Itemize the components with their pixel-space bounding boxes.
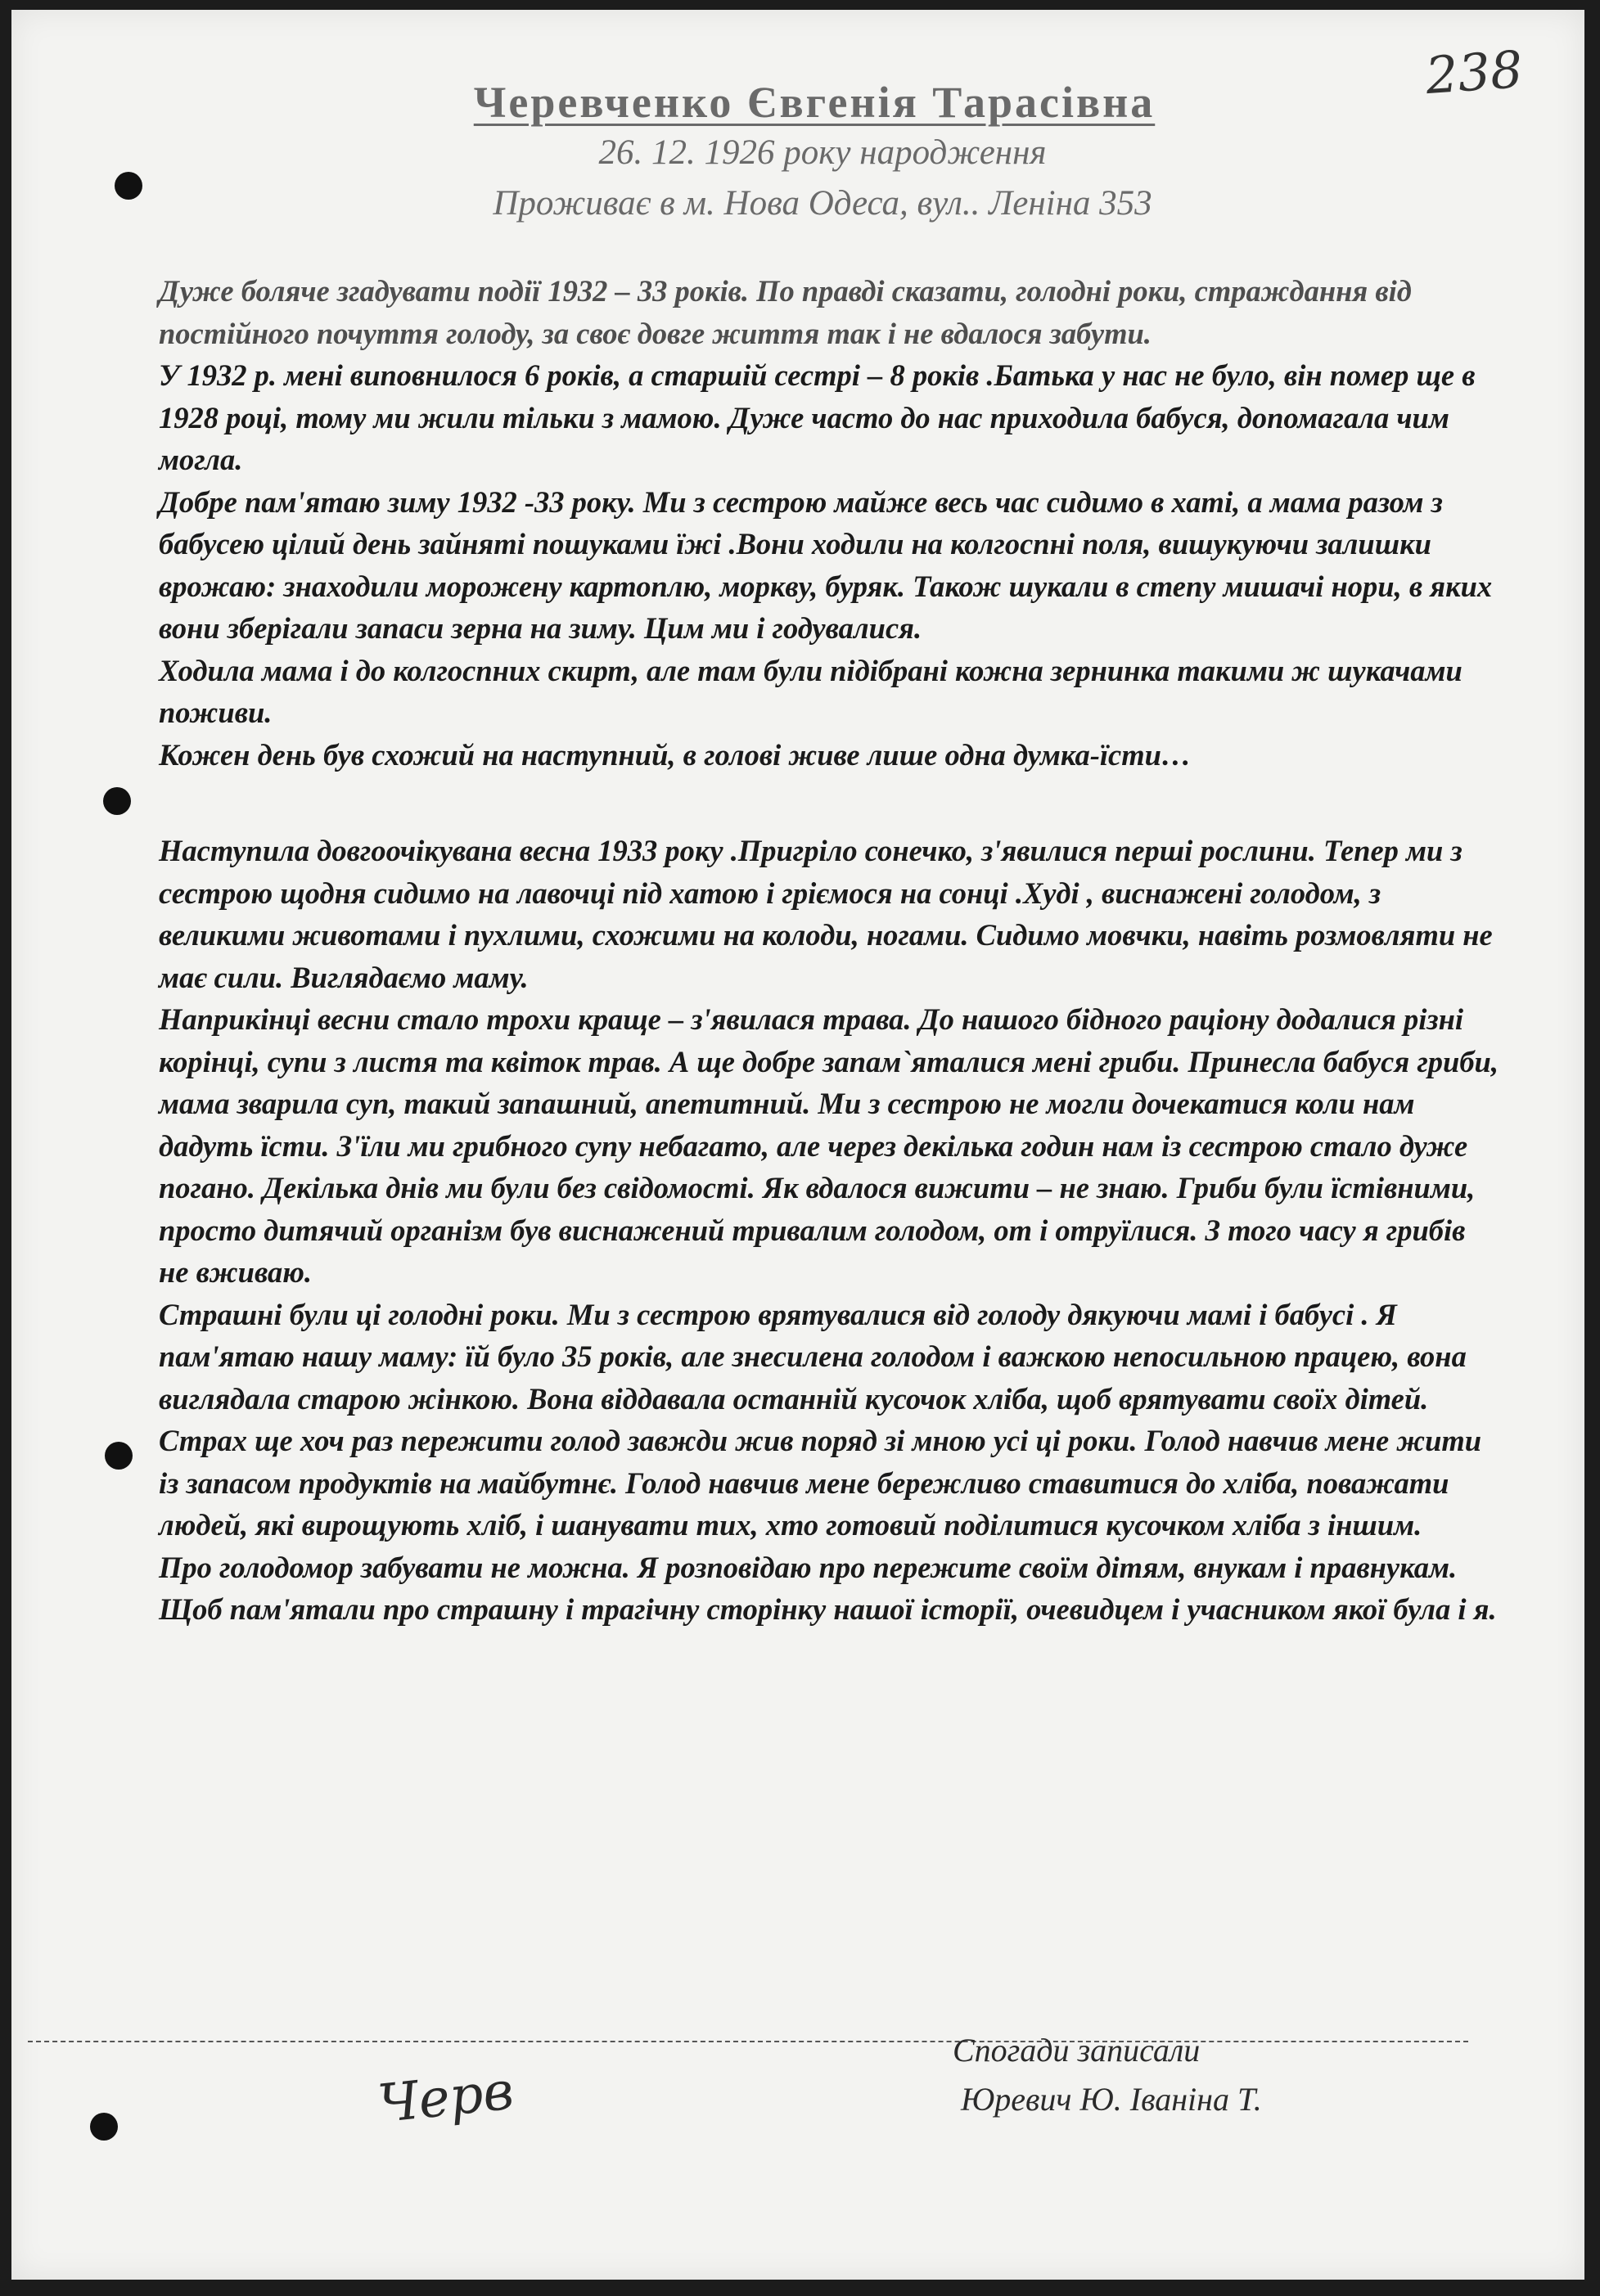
paragraph: У 1932 р. мені виповнилося 6 років, а старшій сестрі – 8 років .Батька у нас не було, він помер ще в 1928 році, тому ми жили тільки з мамою. Дуже часто до нас приходила бабуся, допомагала чим могла. [159, 358, 1476, 476]
address: Проживає в м. Нова Одеса, вул.. Леніна 353 [493, 184, 1152, 223]
page-number: 238 [1423, 38, 1525, 106]
paragraph: Про голодомор забувати не можна. Я розповідаю про пережите своїм дітям, внукам і правнукам. Щоб пам'ятали про страшну і трагічну сторінку нашої історії, очевидцем і учасником якої була і я. [159, 1550, 1497, 1626]
paragraph: Наприкінці весни стало трохи краще – з'явилася трава. До нашого бідного раціону додалися різні корінці, супи з листя та квіток трав. А ще добре запам`яталися мені гриби. Принесла бабуся гриби, мама зварила суп, такий запашний, апетитний. Ми з сестрою не могли дочекатися коли нам дадуть їсти. З'їли ми грибного супу небагато, але через декілька годин нам із сестрою стало дуже погано. Декілька днів ми були без свідомості. Як вдалося вижити – не знаю. Гриби були їстівними, просто дитячий організм був виснажений тривалим голодом, от і отруїлися. З того часу я грибів не вживаю. [159, 1002, 1499, 1289]
recorded-by [953, 2026, 1262, 2124]
birth-date: 26. 12. 1926 року народження [598, 133, 1047, 172]
paragraph: Добре пам'ятаю зиму 1932 -33 року. Ми з сестрою майже весь час сидимо в хаті, а мама разом з бабусею цілий день зайняті пошуками їжі .Вони ходили на колгоспні поля, вишукуючи залишки врожаю: знаходили морожену картоплю, моркву, буряк. Також шукали в степу мишачі нори, в яких вони зберігали запаси зерна на зиму. Цим ми і годувалися. [159, 484, 1493, 645]
document-page [11, 10, 1584, 2280]
document-header [11, 77, 1584, 229]
recorder-names: Юревич Ю. Іваніна Т. [961, 2081, 1262, 2118]
paragraph: Наступила довгоочікувана весна 1933 року .Пригріло сонечко, з'явилися перші рослини. Тепер ми з сестрою щодня сидимо на лавочці під хатою і грiємося на сонці .Худі , виснажені голодом, з великими животами і пухлими, схожими на колоди, ногами. Сидимо мовчки, навіть розмовляти не має сили. Виглядаємо маму. [159, 834, 1493, 994]
paragraph: Дуже боляче згадувати події 1932 – 33 років. По правді сказати, голодні роки, страждання від постійного почуття голоду, за своє довге життя так і не вдалося забути. [159, 274, 1412, 350]
paragraph-gap [159, 776, 1501, 830]
punch-hole [105, 1442, 133, 1470]
handwritten-signature: Черв [375, 2060, 516, 2136]
paragraph: Кожен день був схожий на наступний, в голові живе лише одна думка-їсти… [159, 737, 1192, 772]
punch-hole [90, 2113, 118, 2141]
person-name: Черевченко Євгенія Тарасівна [473, 78, 1156, 127]
testimony-text [159, 270, 1501, 1631]
recorded-label: Спогади записали [953, 2032, 1201, 2069]
paragraph: Страшні були ці голодні роки. Ми з сестрою врятувалися від голоду дякуючи мамі і бабусі . Я пам'ятаю нашу маму: їй було 35 років, але знесилена голодом і важкою непосильною працею, вона виглядала старою жінкою. Вона віддавала останній кусочок хліба, щоб врятувати своїх дітей. [159, 1297, 1467, 1416]
paragraph: Страх ще хоч раз пережити голод завжди жив поряд зі мною усі ці роки. Голод навчив мене жити із запасом продуктів на майбутнє. Голод навчив мене бережливо ставитися до хліба, поважати людей, які вирощують хліб, і шанувати тих, хто готовий поділитися кусочком хліба з іншим. [159, 1424, 1482, 1542]
punch-hole [103, 787, 131, 815]
paragraph: Ходила мама і до колгоспних скирт, але там були підібрані кожна зернинка такими ж шукачами поживи. [159, 653, 1463, 729]
